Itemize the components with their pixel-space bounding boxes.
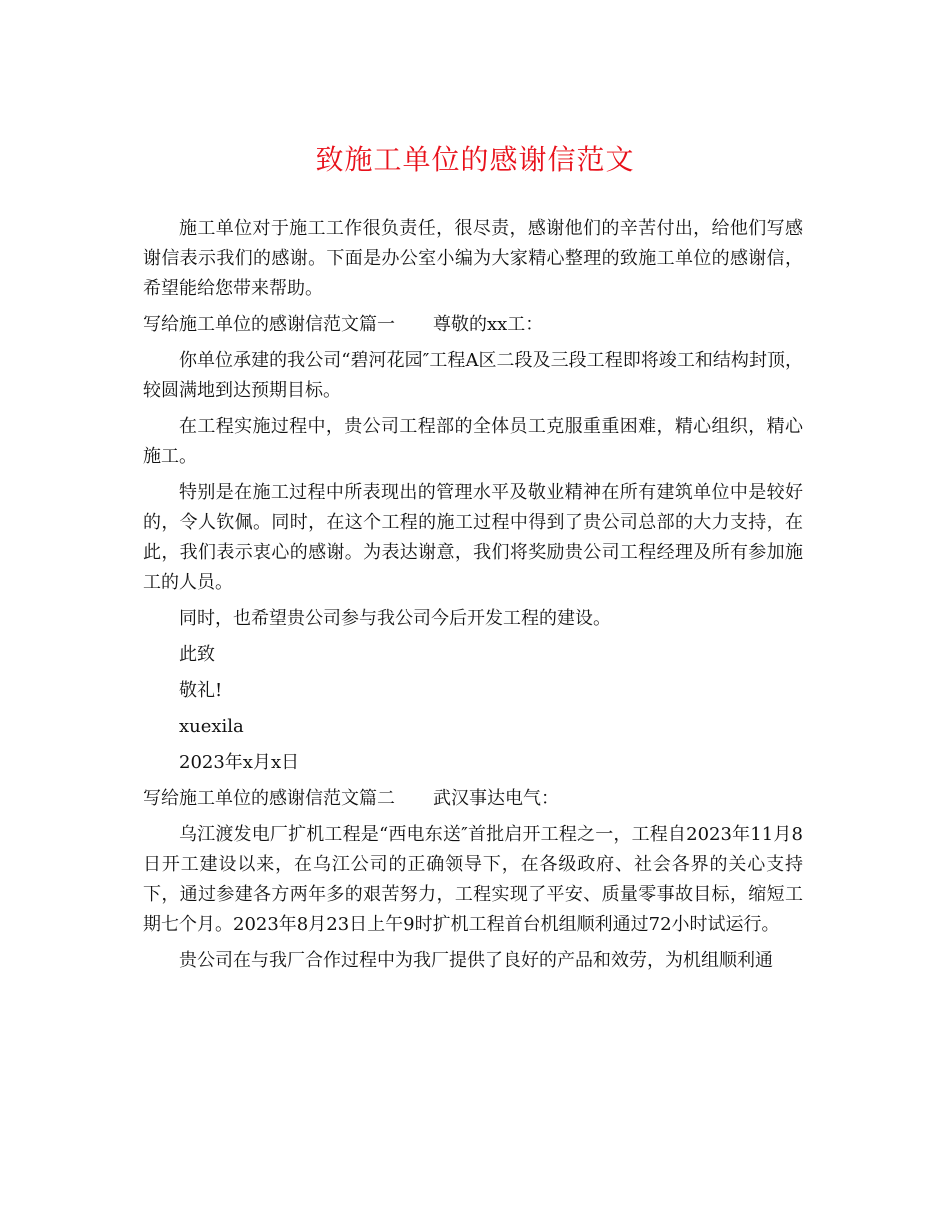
- letter2-paragraph: 贵公司在与我厂合作过程中为我厂提供了良好的产品和效劳，为机组顺利通: [179, 950, 773, 971]
- document-title: 致施工单位的感谢信范文: [315, 143, 635, 176]
- letter1-paragraph: 特别是在施工过程中所表现出的管理水平及敬业精神在所有建筑单位中是较好的，令人钦佩。同时，在这个工程的施工过程中得到了贵公司总部的大力支持，在此，我们表示衷心的感谢。为表达谢意，我们将奖励贵公司工程经理及所有参加施工的人员。: [143, 482, 803, 593]
- letter1-closing1: 此致: [179, 644, 215, 665]
- letter2-heading: 写给施工单位的感谢信范文篇二: [143, 788, 395, 809]
- document-body: [143, 214, 803, 982]
- intro-paragraph: 施工单位对于施工工作很负责任，很尽责，感谢他们的辛苦付出，给他们写感谢信表示我们的感谢。下面是办公室小编为大家精心整理的致施工单位的感谢信，希望能给您带来帮助。: [143, 218, 803, 299]
- letter1-paragraph: 同时，也希望贵公司参与我公司今后开发工程的建设。: [179, 608, 611, 629]
- letter1-paragraph: 在工程实施过程中，贵公司工程部的全体员工克服重重困难，精心组织，精心施工。: [143, 416, 803, 467]
- letter2-salutation: 武汉事达电气：: [433, 788, 559, 809]
- letter1-heading: 写给施工单位的感谢信范文篇一: [143, 314, 395, 335]
- letter1-closing2: 敬礼!: [179, 680, 223, 701]
- letter1-salutation: 尊敬的xx工：: [433, 314, 544, 335]
- letter2-heading-line: [143, 784, 803, 814]
- letter2-paragraph: 乌江渡发电厂扩机工程是“西电东送″首批启开工程之一，工程自2023年11月8日开工建设以来，在乌江公司的正确领导下，在各级政府、社会各界的关心支持下，通过参建各方两年多的艰苦努力，工程实现了平安、质量零事故目标，缩短工期七个月。2023年8月23日上午9时扩机工程首台机组顺利通过72小时试运行。: [143, 824, 803, 935]
- letter1-heading-line: [143, 310, 803, 340]
- letter1-date: 2023年x月x日: [179, 752, 300, 773]
- letter1-signature: xuexila: [179, 716, 244, 737]
- letter1-paragraph: 你单位承建的我公司“碧河花园″工程A区二段及三段工程即将竣工和结构封顶，较圆满地到达预期目标。: [143, 350, 803, 401]
